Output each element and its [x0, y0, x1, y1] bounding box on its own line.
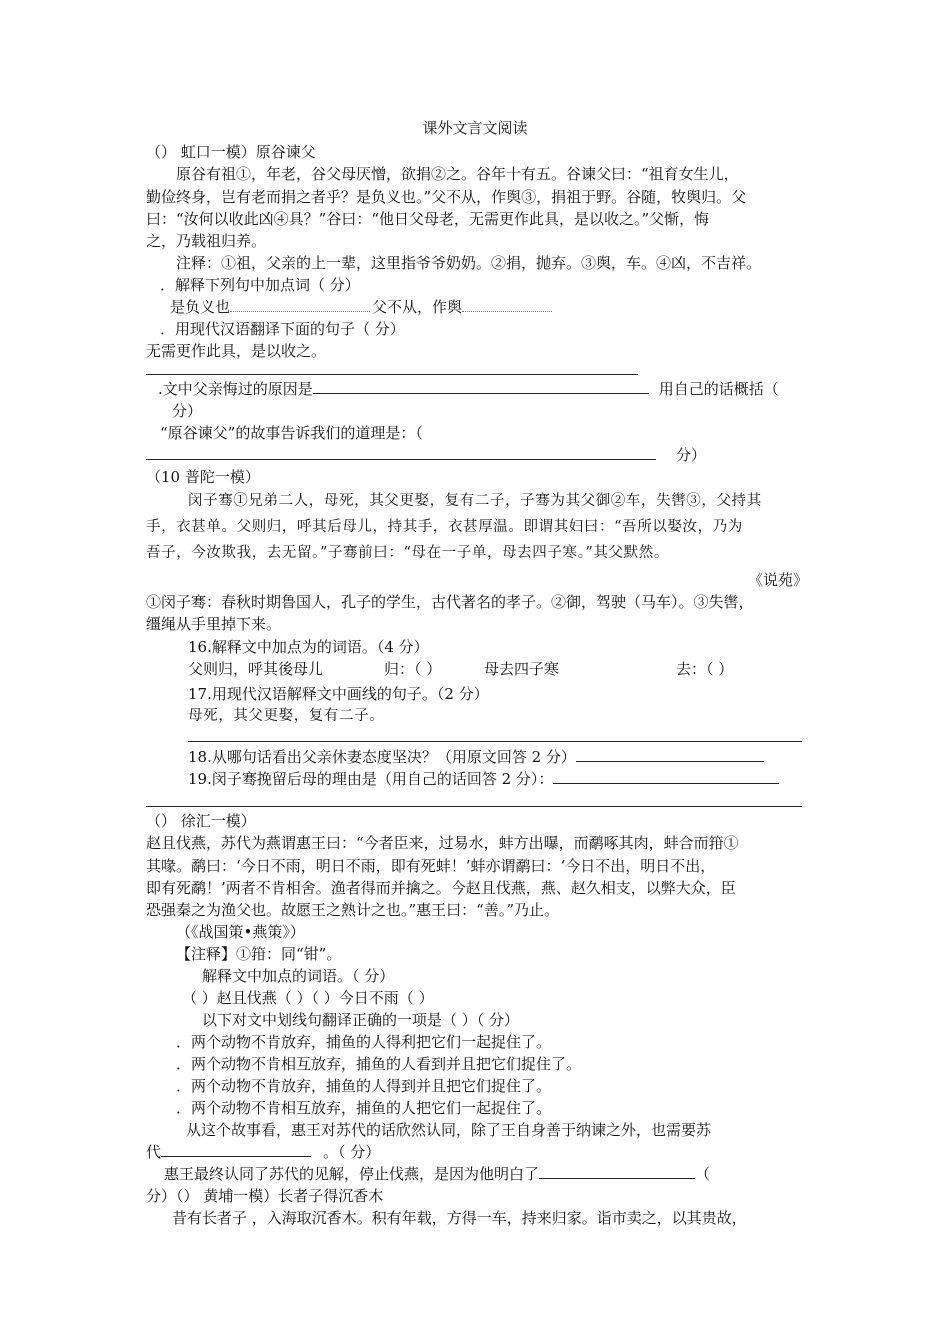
section3-q4: 惠王最终认同了苏代的见解，停止伐燕，是因为他明白了 （ [164, 1165, 711, 1183]
section1-q3: .文中父亲悔过的原因是 用自己的话概括（ [158, 380, 779, 398]
section2-q16-blank[interactable]: 去：（ ） [676, 660, 734, 678]
section1-note: 注释：①祖，父亲的上一辈，这里指爷爷奶奶。②捐，抛弃。③舆，车。④凶，不吉祥。 [176, 254, 762, 272]
section3-option-a[interactable]: ．两个动物不肯放弃，捕鱼的人得利把它们一起捉住了。 [176, 1033, 552, 1051]
section2-q17-sentence: 母死，其父更娶，复有二子。 [188, 708, 385, 724]
answer-line[interactable] [553, 769, 779, 784]
section2-para-line: 吾子，今汝欺我，去无留。”子骞前曰：“母在一子单，母去四子寒。”其父默然。 [146, 545, 669, 561]
section2-heading: （10 普陀一模） [146, 468, 260, 486]
answer-blank[interactable] [462, 299, 552, 312]
section2-q16-item: 父则归，呼其後母儿 [188, 660, 324, 678]
section1-q1-item: 父不从，作舆 [372, 296, 552, 318]
section3-para-line: 即有死鹬！’两者不肯相舍。渔者得而并擒之。今赵且伐燕，燕、赵久相支，以弊大众，臣 [146, 879, 736, 897]
answer-line[interactable] [313, 379, 649, 394]
section2-q19: 19.闵子骞挽留后母的理由是（用自己的话回答 2 分）： [188, 768, 779, 790]
section1-para-line: 之，乃载祖归养。 [146, 232, 267, 250]
section1-q4-answer: 分） [146, 444, 706, 466]
section3-para-line: 赵且伐燕，苏代为燕谓惠王曰：“今者臣来，过易水，蚌方出曝，而鹬啄其肉，蚌合而箝① [146, 834, 739, 852]
section1-para-line: 原谷有祖①，年老，谷父母厌憎，欲捐②之。谷年十有五。谷谏父曰：“祖育女生儿， [176, 165, 739, 183]
section1-heading: （） 虹口一模）原谷谏父 [146, 143, 316, 161]
section3-q3-answer: 代 。（ 分） [146, 1143, 381, 1161]
section3-option-c[interactable]: ．两个动物不肯放弃，捕鱼的人得到并且把它们捉住了。 [176, 1077, 552, 1095]
section2-para-line: 手，衣甚单。父则归，呼其后母儿，持其手，衣甚厚温。即谓其妇曰：“吾所以娶汝，乃为 [146, 519, 743, 535]
answer-line[interactable] [539, 1164, 695, 1179]
section1-q2-sentence: 无需更作此具，是以收之。 [146, 342, 327, 360]
section3-option-d[interactable]: ．两个动物不肯相互放弃，捕鱼的人把它们一起捉住了。 [176, 1099, 552, 1117]
section3-para-line: 恐强秦之为渔父也。故愿王之熟计之也。”惠王曰：“善。”乃止。 [146, 901, 560, 919]
section1-q4: “原谷谏父”的故事告诉我们的道理是：（ [160, 424, 423, 442]
section4-heading: 分）（） 黄埔一模）长者子得沉香木 [146, 1187, 384, 1205]
section1-para-line: 勤俭终身，岂有老而捐之者乎？是负义也。”父不从，作舆③，捐祖于野。谷随，牧舆归。父 [146, 188, 747, 206]
answer-line[interactable] [146, 806, 802, 807]
section3-q1: 解释文中加点的词语。（ 分） [202, 967, 395, 985]
answer-line[interactable] [161, 1142, 311, 1157]
section3-option-b[interactable]: ．两个动物不肯相互放弃，捕鱼的人看到并且把它们捉住了。 [176, 1055, 582, 1073]
answer-blank[interactable] [230, 299, 370, 312]
section4-para-line: 昔有长者子 ，入海取沉香木。积有年载，方得一车，持来归家。诣市卖之，以其贵故， [172, 1209, 747, 1227]
section2-q16-blank[interactable]: 归：（ ） [384, 660, 442, 678]
section2-note: 缰绳从手里掉下来。 [146, 615, 282, 633]
section2-q16-item: 母去四子寒 [484, 660, 560, 678]
section2-note: ①闵子骞：春秋时期鲁国人，孔子的学生，古代著名的孝子。②御，驾驶（马车）。③失辔， [146, 593, 754, 611]
section2-source: 《说苑》 [748, 571, 809, 589]
section2-para-line: 闵子骞①兄弟二人，母死，其父更娶，复有二子，子骞为其父御②车，失辔③，父持其 [188, 493, 762, 509]
section1-q2: ．用现代汉语翻译下面的句子（ 分） [160, 320, 405, 338]
answer-line[interactable] [146, 445, 656, 460]
section2-q16: 16.解释文中加点为的词语。（4 分） [188, 638, 429, 656]
section3-heading: （） 徐汇一模） [146, 812, 256, 830]
section3-q1-items[interactable]: （ ）赵且伐燕（ ）（ ）今日不雨（ ） [182, 989, 434, 1007]
section1-q1: ．解释下列句中加点词（ 分） [160, 276, 360, 294]
section2-q18: 18.从哪句话看出父亲休妻态度坚决？（用原文回答 2 分） [188, 746, 764, 768]
section1-para-line: 曰：“汝何以收此凶④具？”谷曰：“他日父母老，无需更作此具，是以收之。”父惭，悔 [146, 210, 710, 228]
answer-line[interactable] [146, 374, 638, 375]
section2-q17: 17.用现代汉语解释文中画线的句子。（2 分） [188, 685, 489, 703]
section1-q3-points: 分） [172, 402, 203, 420]
answer-line[interactable] [188, 741, 802, 742]
section3-para-line: 其喙。鹬曰：‘今日不雨，明日不雨，即有死蚌！’蚌亦谓鹬曰：‘今日不出，明日不出， [146, 857, 716, 875]
answer-line[interactable] [576, 747, 764, 762]
section3-q3: 从这个故事看，惠王对苏代的话欣然认同，除了王自身善于纳谏之外，也需要苏 [186, 1121, 712, 1139]
section3-q2: 以下对文中划线句翻译正确的一项是（ ）（ 分） [202, 1011, 520, 1029]
section3-source: （《战国策•燕策》） [176, 923, 305, 941]
section3-note: 【注释】①箝：同“钳”。 [176, 945, 342, 963]
page-title: 课外文言文阅读 [422, 119, 528, 137]
section1-q1-item: 是负义也 [170, 296, 370, 318]
